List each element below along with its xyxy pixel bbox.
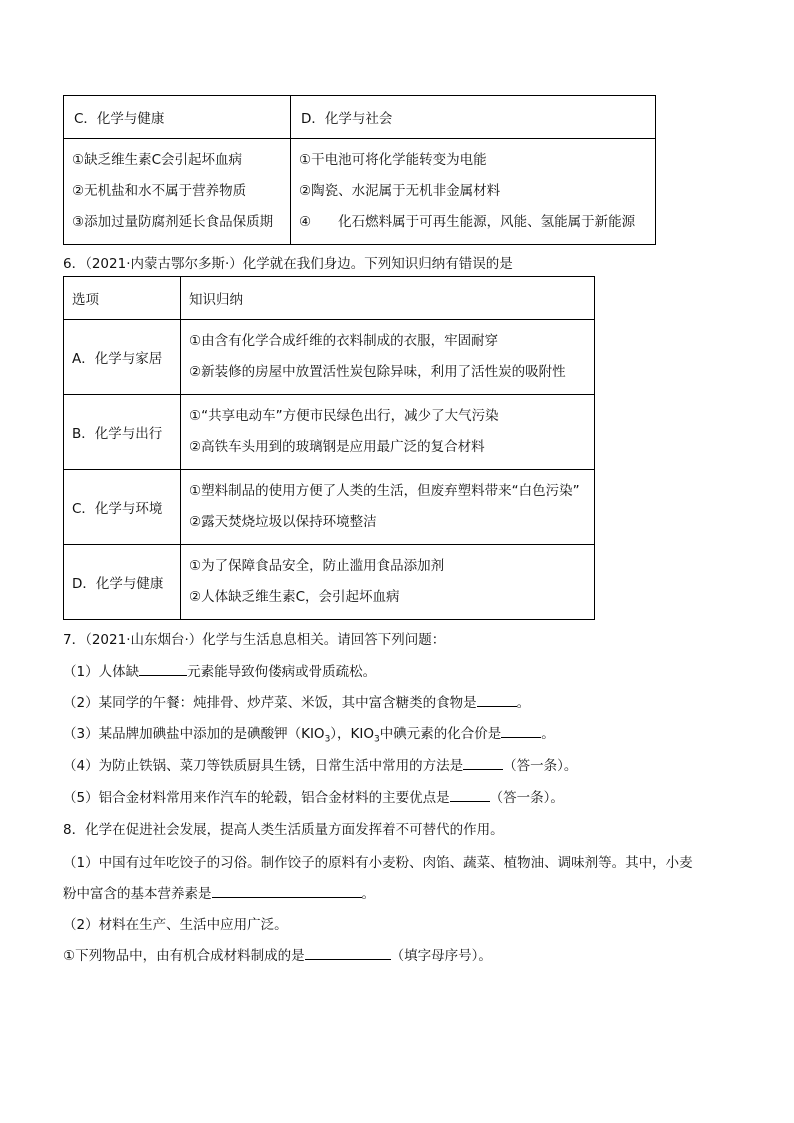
col-header-knowledge: 知识归纳	[181, 277, 595, 320]
answer-blank[interactable]	[212, 883, 362, 898]
table-row	[64, 395, 595, 470]
q8-part3: ①下列物品中，由有机合成材料制成的是 （填字母序号）。	[63, 944, 492, 964]
knowledge-table-q6	[63, 276, 595, 620]
q8-part1-line2: 粉中富含的基本营养素是 。	[63, 882, 375, 902]
list-item: ④ 化石燃料属于可再生能源，风能、氢能属于新能源	[299, 214, 636, 230]
option-label: D．化学与健康	[64, 545, 181, 620]
list-item: ①由含有化学合成纤维的衣料制成的衣服，牢固耐穿	[189, 333, 499, 349]
header-c: C．化学与健康	[64, 96, 291, 139]
q7-part5: （5）铝合金材料常用来作汽车的轮毂，铝合金材料的主要优点是 （答一条）。	[63, 786, 564, 806]
q6-stem: 6．（2021·内蒙古鄂尔多斯·）化学就在我们身边。下列知识归纳有错误的是	[63, 256, 513, 272]
answer-blank[interactable]	[139, 661, 187, 676]
list-item: ②高铁车头用到的玻璃钢是应用最广泛的复合材料	[189, 439, 485, 455]
q8-part2: （2）材料在生产、生活中应用广泛。	[63, 917, 288, 933]
list-item: ①缺乏维生素C会引起坏血病	[72, 152, 243, 168]
list-item: ①塑料制品的使用方便了人类的生活，但废弃塑料带来“白色污染”	[189, 483, 580, 499]
header-d: D．化学与社会	[291, 96, 656, 139]
cell-d-items	[291, 139, 656, 245]
list-item: ①干电池可将化学能转变为电能	[299, 152, 487, 168]
table-row	[64, 470, 595, 545]
list-item: ②陶瓷、水泥属于无机非金属材料	[299, 183, 501, 199]
q7-part4: （4）为防止铁锅、菜刀等铁质厨具生锈，日常生活中常用的方法是 （答一条）。	[63, 754, 577, 774]
option-label: A．化学与家居	[64, 320, 181, 395]
list-item: ③添加过量防腐剂延长食品保质期	[72, 214, 274, 230]
table-row	[64, 320, 595, 395]
answer-blank[interactable]	[463, 755, 503, 770]
q8-part1-line1: （1）中国有过年吃饺子的习俗。制作饺子的原料有小麦粉、肉馅、蔬菜、植物油、调味剂等。其中，小麦	[63, 855, 693, 871]
cell-c-items	[64, 139, 291, 245]
q7-part2: （2）某同学的午餐：炖排骨、炒芹菜、米饭，其中富含糖类的食物是 。	[63, 691, 530, 711]
answer-blank[interactable]	[305, 945, 391, 960]
list-item: ②人体缺乏维生素C，会引起坏血病	[189, 589, 400, 605]
col-header-option: 选项	[64, 277, 181, 320]
q7-part1: （1）人体缺 元素能导致佝偻病或骨质疏松。	[63, 660, 376, 680]
q7-part3: （3）某品牌加碘盐中添加的是碘酸钾$(KIO_3)$，$KIO_3$中碘元素的化合价是 。	[63, 722, 555, 745]
answer-blank[interactable]	[501, 723, 541, 738]
list-item: ②无机盐和水不属于营养物质	[72, 183, 247, 199]
list-item: ②露天焚烧垃圾以保持环境整洁	[189, 514, 377, 530]
knowledge-table-cd	[63, 95, 656, 245]
list-item: ②新装修的房屋中放置活性炭包除异味，利用了活性炭的吸附性	[189, 364, 566, 380]
table-row	[64, 545, 595, 620]
answer-blank[interactable]	[450, 787, 490, 802]
answer-blank[interactable]	[477, 692, 517, 707]
list-item: ①“共享电动车”方便市民绿色出行，减少了大气污染	[189, 408, 499, 424]
option-label: C．化学与环境	[64, 470, 181, 545]
option-label: B．化学与出行	[64, 395, 181, 470]
q7-stem: 7．（2021·山东烟台·）化学与生活息息相关。请回答下列问题：	[63, 632, 446, 648]
q8-stem: 8．化学在促进社会发展，提高人类生活质量方面发挥着不可替代的作用。	[63, 822, 504, 838]
list-item: ①为了保障食品安全，防止滥用食品添加剂	[189, 558, 445, 574]
